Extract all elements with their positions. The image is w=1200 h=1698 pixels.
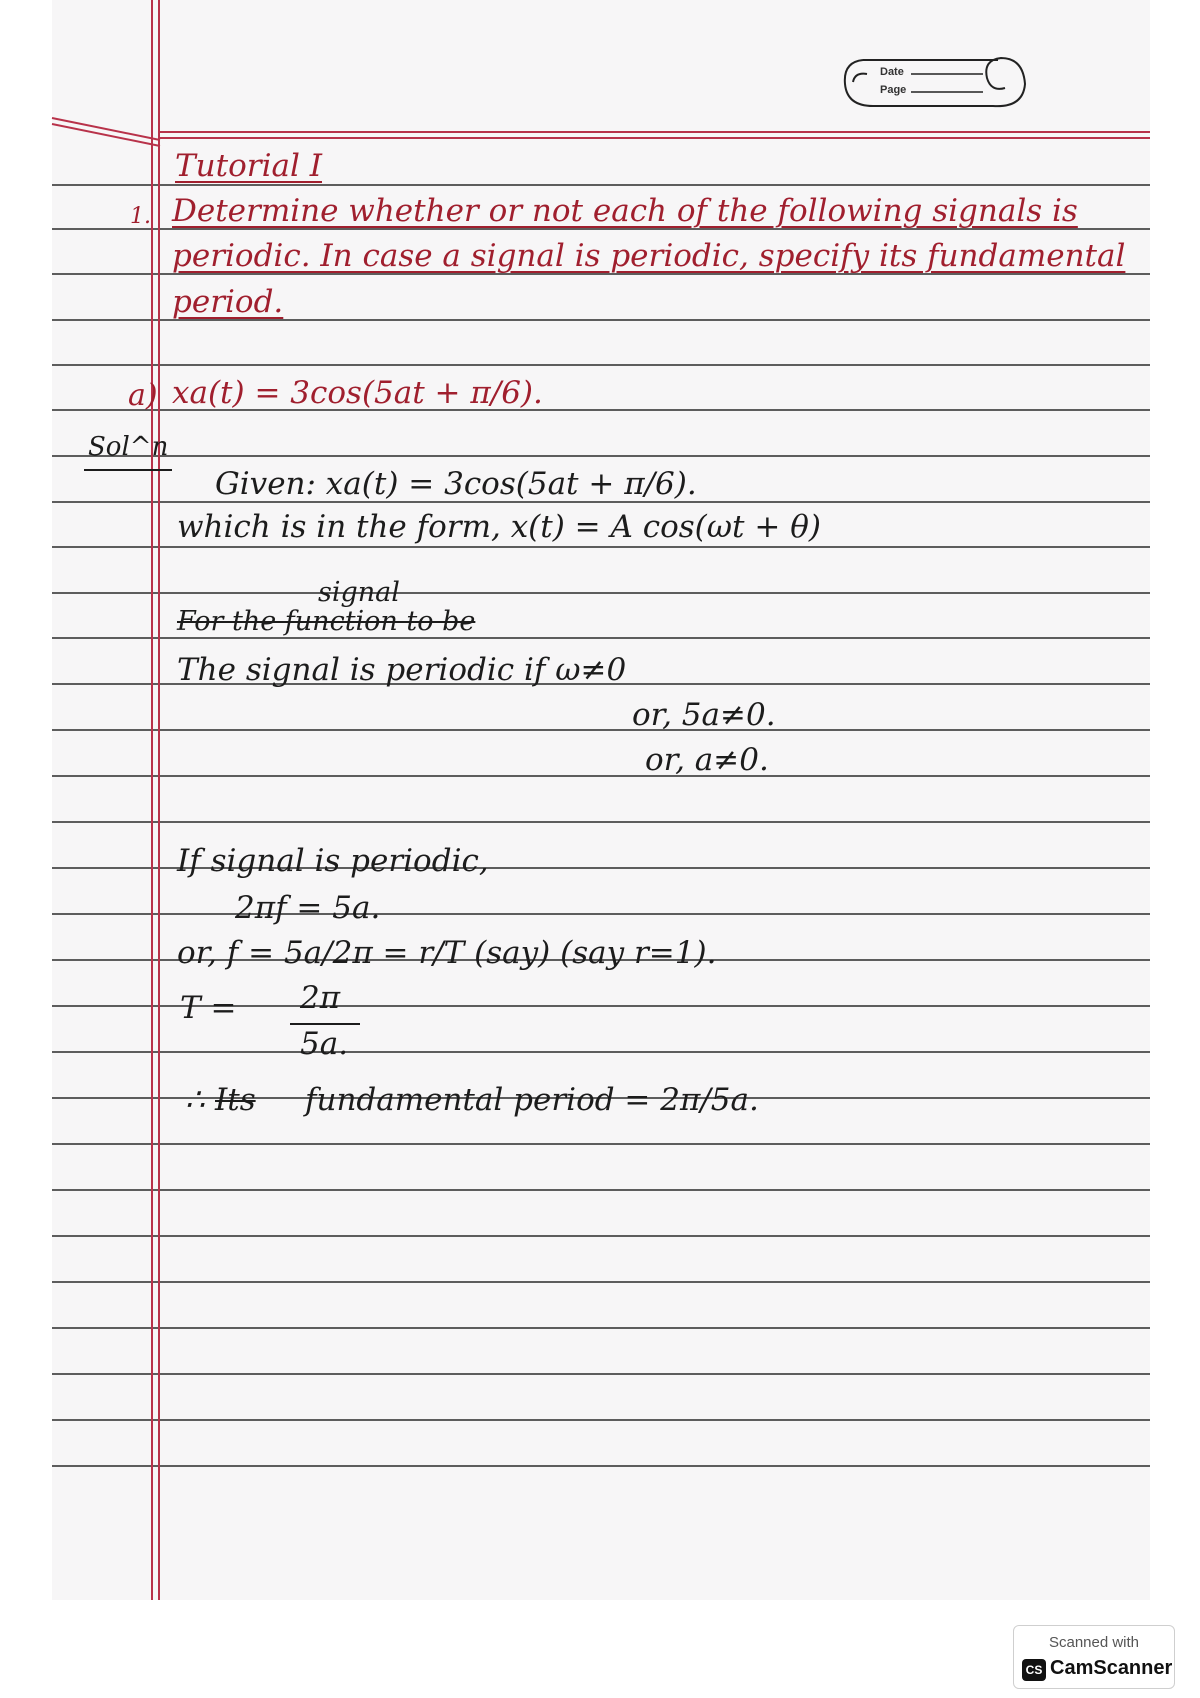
condition-3: or, a≠0. [645,742,769,778]
page-title: Tutorial I [175,148,322,184]
struck-text: For the function to be [177,606,476,637]
part-a-expression: xa(t) = 3cos(5at + π/6). [172,375,543,411]
struck-word: Its [215,1082,256,1118]
camscanner-brand: CamScanner [1050,1657,1173,1679]
solution-label: Sol^n [88,432,169,462]
given-line: Given: xa(t) = 3cos(5at + π/6). [215,466,697,502]
therefore-symbol: ∴ [185,1082,205,1118]
date-label: Date [880,66,904,78]
correction-text: signal [318,577,400,608]
page-label: Page [880,84,907,96]
camscanner-watermark [1013,1625,1175,1689]
condition-2: or, 5a≠0. [632,697,776,733]
equation-1: 2πf = 5a. [235,890,381,926]
question-line-2: periodic. In case a signal is periodic, specify its fundamental [172,238,1126,274]
date-page-badge [833,52,1033,114]
question-line-3: period. [172,284,284,320]
part-a-label: a) [128,378,158,413]
form-line: which is in the form, x(t) = A cos(ωt + θ) [177,509,821,545]
scroll-badge-icon [833,52,1033,114]
equation-2: or, f = 5a/2π = r/T (say) (say r=1). [177,935,717,971]
question-number: 1. [130,204,151,229]
conclusion-line: fundamental period = 2π/5a. [305,1082,759,1118]
equation-3-lhs: T = [180,990,237,1026]
periodic-condition: The signal is periodic if ω≠0 [177,652,627,688]
scanned-with-text: Scanned with [1048,1634,1140,1651]
equation-3-numerator: 2π [300,980,341,1016]
camscanner-logo-icon: CS [1022,1659,1046,1681]
question-line-1: Determine whether or not each of the following signals is [172,193,1078,229]
equation-3-denominator: 5a. [300,1026,349,1062]
if-periodic-line: If signal is periodic, [177,843,489,879]
